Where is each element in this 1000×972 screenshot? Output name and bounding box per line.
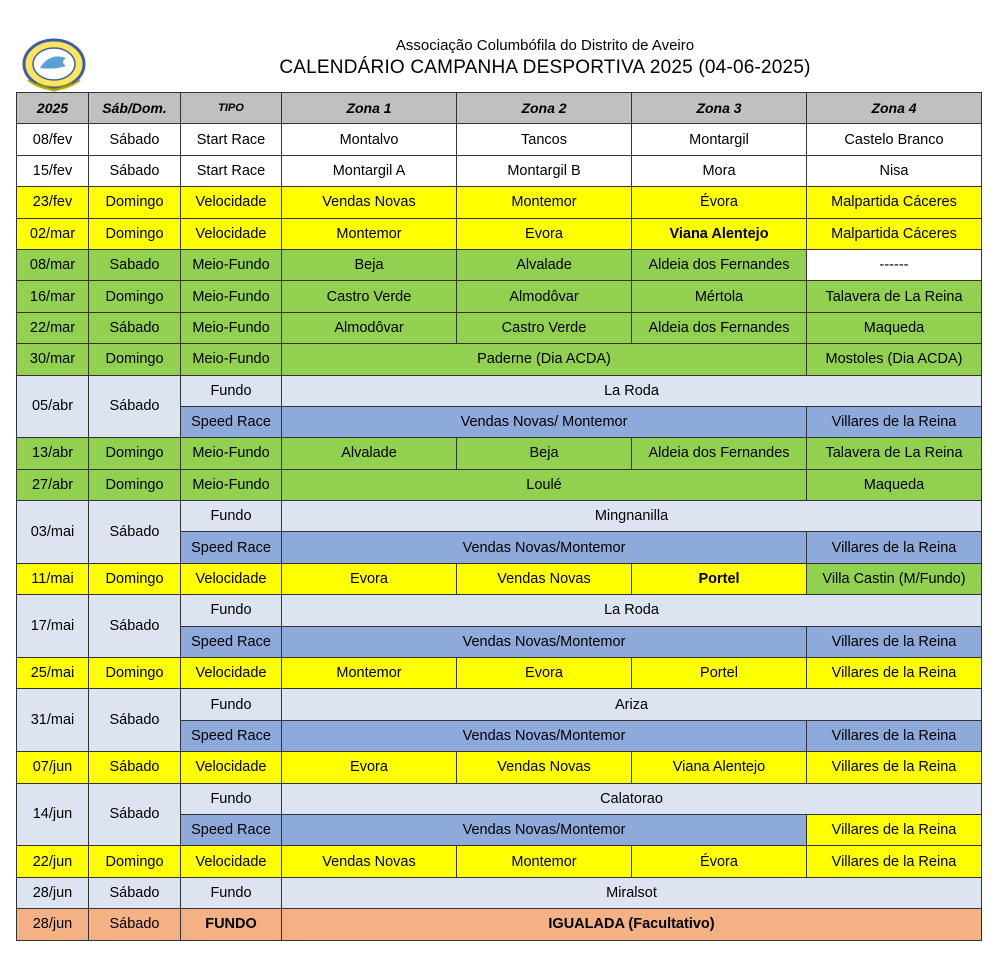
zona-1-location: Vendas Novas (282, 187, 457, 218)
race-type: Fundo (181, 595, 282, 626)
table-row (17, 187, 982, 218)
table-row (17, 595, 982, 626)
all-zones-location: Miralsot (282, 877, 982, 908)
zona-3-location: Mértola (632, 281, 807, 312)
race-type: Meio-Fundo (181, 438, 282, 469)
race-day: Domingo (89, 658, 181, 689)
race-type: Velocidade (181, 752, 282, 783)
race-date: 22/jun (17, 846, 89, 877)
speed-zona-4-location: Villares de la Reina (807, 406, 982, 437)
race-day: Sábado (89, 689, 181, 752)
race-date: 31/mai (17, 689, 89, 752)
race-date: 13/abr (17, 438, 89, 469)
table-row (17, 563, 982, 594)
zona-4-location: Villares de la Reina (807, 846, 982, 877)
race-day: Sábado (89, 595, 181, 658)
speed-zona-1-3-location: Vendas Novas/Montemor (282, 532, 807, 563)
race-day: Domingo (89, 344, 181, 375)
race-date: 23/fev (17, 187, 89, 218)
race-day: Sábado (89, 124, 181, 155)
fundo-all-zones-location: Calatorao (282, 783, 982, 814)
speed-zona-1-3-location: Vendas Novas/Montemor (282, 626, 807, 657)
table-row (17, 281, 982, 312)
table-row (17, 155, 982, 186)
race-type: Speed Race (181, 720, 282, 751)
speed-zona-4-location: Villares de la Reina (807, 532, 982, 563)
race-date: 27/abr (17, 469, 89, 500)
zona-4-location: Villares de la Reina (807, 752, 982, 783)
table-row (17, 312, 982, 343)
zona-3-location: Aldeia dos Fernandes (632, 312, 807, 343)
race-day: Sábado (89, 752, 181, 783)
speed-zona-1-3-location: Vendas Novas/ Montemor (282, 406, 807, 437)
zona-2-location: Montemor (457, 846, 632, 877)
zona-1-location: Evora (282, 752, 457, 783)
zona-4-location: Villares de la Reina (807, 658, 982, 689)
fundo-all-zones-location: Mingnanilla (282, 501, 982, 532)
calendar-title: CALENDÁRIO CAMPANHA DESPORTIVA 2025 (04-06-2025) (279, 57, 811, 78)
fundo-all-zones-location: Ariza (282, 689, 982, 720)
zona-2-location: Alvalade (457, 249, 632, 280)
race-type: Meio-Fundo (181, 469, 282, 500)
zona-3-location: Évora (632, 187, 807, 218)
table-row (17, 846, 982, 877)
zona-3-location: Montargil (632, 124, 807, 155)
zona-4-location: Talavera de La Reina (807, 281, 982, 312)
race-date: 14/jun (17, 783, 89, 846)
zona-1-location: Castro Verde (282, 281, 457, 312)
table-row (17, 344, 982, 375)
col-header-tipo: TIPO (181, 93, 282, 124)
race-type: Fundo (181, 877, 282, 908)
zona-2-location: Vendas Novas (457, 563, 632, 594)
race-date: 17/mai (17, 595, 89, 658)
race-type: Velocidade (181, 563, 282, 594)
col-header-zona-2: Zona 2 (457, 93, 632, 124)
race-type: Velocidade (181, 218, 282, 249)
zona-1-location: Montemor (282, 658, 457, 689)
table-row (17, 438, 982, 469)
race-date: 03/mai (17, 501, 89, 564)
document-header (90, 36, 1000, 80)
race-type: Velocidade (181, 187, 282, 218)
table-header-row (17, 93, 982, 124)
zona-2-location: Evora (457, 658, 632, 689)
race-date: 25/mai (17, 658, 89, 689)
race-date: 07/jun (17, 752, 89, 783)
acda-logo-icon (14, 36, 94, 94)
race-type: Start Race (181, 124, 282, 155)
col-header-day: Sáb/Dom. (89, 93, 181, 124)
race-day: Sábado (89, 909, 181, 940)
all-zones-location: IGUALADA (Facultativo) (282, 909, 982, 940)
table-row (17, 375, 982, 406)
col-header-zona-3: Zona 3 (632, 93, 807, 124)
zona-1-location: Montalvo (282, 124, 457, 155)
speed-zona-4-location: Villares de la Reina (807, 626, 982, 657)
zona-3-location: Viana Alentejo (632, 752, 807, 783)
zona-2-location: Montargil B (457, 155, 632, 186)
race-type: Velocidade (181, 658, 282, 689)
race-date: 08/fev (17, 124, 89, 155)
zona-1-3-location: Loulé (282, 469, 807, 500)
zona-2-location: Beja (457, 438, 632, 469)
race-type: Fundo (181, 783, 282, 814)
race-day: Sábado (89, 375, 181, 438)
race-day: Sábado (89, 312, 181, 343)
race-type: Meio-Fundo (181, 312, 282, 343)
table-row (17, 752, 982, 783)
race-type: Fundo (181, 689, 282, 720)
zona-3-location: Portel (632, 563, 807, 594)
race-date: 02/mar (17, 218, 89, 249)
zona-3-location: Mora (632, 155, 807, 186)
race-day: Domingo (89, 846, 181, 877)
zona-4-location: Malpartida Cáceres (807, 187, 982, 218)
zona-4-location: Maqueda (807, 312, 982, 343)
zona-2-location: Montemor (457, 187, 632, 218)
table-row (17, 658, 982, 689)
race-type: Velocidade (181, 846, 282, 877)
zona-4-location: Castelo Branco (807, 124, 982, 155)
fundo-all-zones-location: La Roda (282, 595, 982, 626)
zona-4-location: Talavera de La Reina (807, 438, 982, 469)
zona-2-location: Vendas Novas (457, 752, 632, 783)
zona-3-location: Viana Alentejo (632, 218, 807, 249)
table-row (17, 249, 982, 280)
col-header-year: 2025 (17, 93, 89, 124)
calendar-table (16, 92, 982, 941)
race-day: Sabado (89, 249, 181, 280)
race-date: 08/mar (17, 249, 89, 280)
table-row (17, 469, 982, 500)
zona-4-location: ------ (807, 249, 982, 280)
race-date: 11/mai (17, 563, 89, 594)
race-day: Sábado (89, 783, 181, 846)
race-date: 22/mar (17, 312, 89, 343)
zona-3-location: Aldeia dos Fernandes (632, 249, 807, 280)
table-row (17, 877, 982, 908)
race-day: Sábado (89, 877, 181, 908)
zona-4-location: Nisa (807, 155, 982, 186)
zona-1-3-location: Paderne (Dia ACDA) (282, 344, 807, 375)
col-header-zona-1: Zona 1 (282, 93, 457, 124)
zona-3-location: Évora (632, 846, 807, 877)
speed-zona-1-3-location: Vendas Novas/Montemor (282, 720, 807, 751)
race-day: Domingo (89, 469, 181, 500)
zona-1-location: Evora (282, 563, 457, 594)
race-type: Speed Race (181, 814, 282, 845)
race-day: Sábado (89, 501, 181, 564)
zona-1-location: Almodôvar (282, 312, 457, 343)
zona-4-location: Mostoles (Dia ACDA) (807, 344, 982, 375)
table-row (17, 689, 982, 720)
race-type: FUNDO (181, 909, 282, 940)
race-date: 28/jun (17, 877, 89, 908)
race-date: 30/mar (17, 344, 89, 375)
zona-2-location: Tancos (457, 124, 632, 155)
zona-3-location: Portel (632, 658, 807, 689)
race-day: Domingo (89, 563, 181, 594)
race-date: 28/jun (17, 909, 89, 940)
race-type: Start Race (181, 155, 282, 186)
speed-zona-4-location: Villares de la Reina (807, 720, 982, 751)
race-type: Meio-Fundo (181, 344, 282, 375)
zona-4-location: Maqueda (807, 469, 982, 500)
zona-1-location: Montargil A (282, 155, 457, 186)
zona-1-location: Alvalade (282, 438, 457, 469)
race-type: Speed Race (181, 626, 282, 657)
race-type: Meio-Fundo (181, 249, 282, 280)
race-day: Domingo (89, 218, 181, 249)
organization-name: Associação Columbófila do Distrito de Aveiro (395, 37, 695, 54)
zona-1-location: Vendas Novas (282, 846, 457, 877)
zona-2-location: Evora (457, 218, 632, 249)
race-day: Domingo (89, 438, 181, 469)
race-date: 05/abr (17, 375, 89, 438)
race-date: 16/mar (17, 281, 89, 312)
race-day: Sábado (89, 155, 181, 186)
race-date: 15/fev (17, 155, 89, 186)
table-row (17, 783, 982, 814)
race-type: Speed Race (181, 532, 282, 563)
zona-2-location: Almodôvar (457, 281, 632, 312)
speed-zona-1-3-location: Vendas Novas/Montemor (282, 814, 807, 845)
race-day: Domingo (89, 187, 181, 218)
table-row (17, 501, 982, 532)
fundo-all-zones-location: La Roda (282, 375, 982, 406)
table-row (17, 909, 982, 940)
race-day: Domingo (89, 281, 181, 312)
race-type: Fundo (181, 375, 282, 406)
zona-4-location: Malpartida Cáceres (807, 218, 982, 249)
zona-4-location: Villa Castin (M/Fundo) (807, 563, 982, 594)
race-type: Meio-Fundo (181, 281, 282, 312)
speed-zona-4-location: Villares de la Reina (807, 814, 982, 845)
table-row (17, 218, 982, 249)
table-row (17, 124, 982, 155)
race-type: Fundo (181, 501, 282, 532)
race-type: Speed Race (181, 406, 282, 437)
zona-2-location: Castro Verde (457, 312, 632, 343)
zona-1-location: Montemor (282, 218, 457, 249)
zona-1-location: Beja (282, 249, 457, 280)
zona-3-location: Aldeia dos Fernandes (632, 438, 807, 469)
col-header-zona-4: Zona 4 (807, 93, 982, 124)
